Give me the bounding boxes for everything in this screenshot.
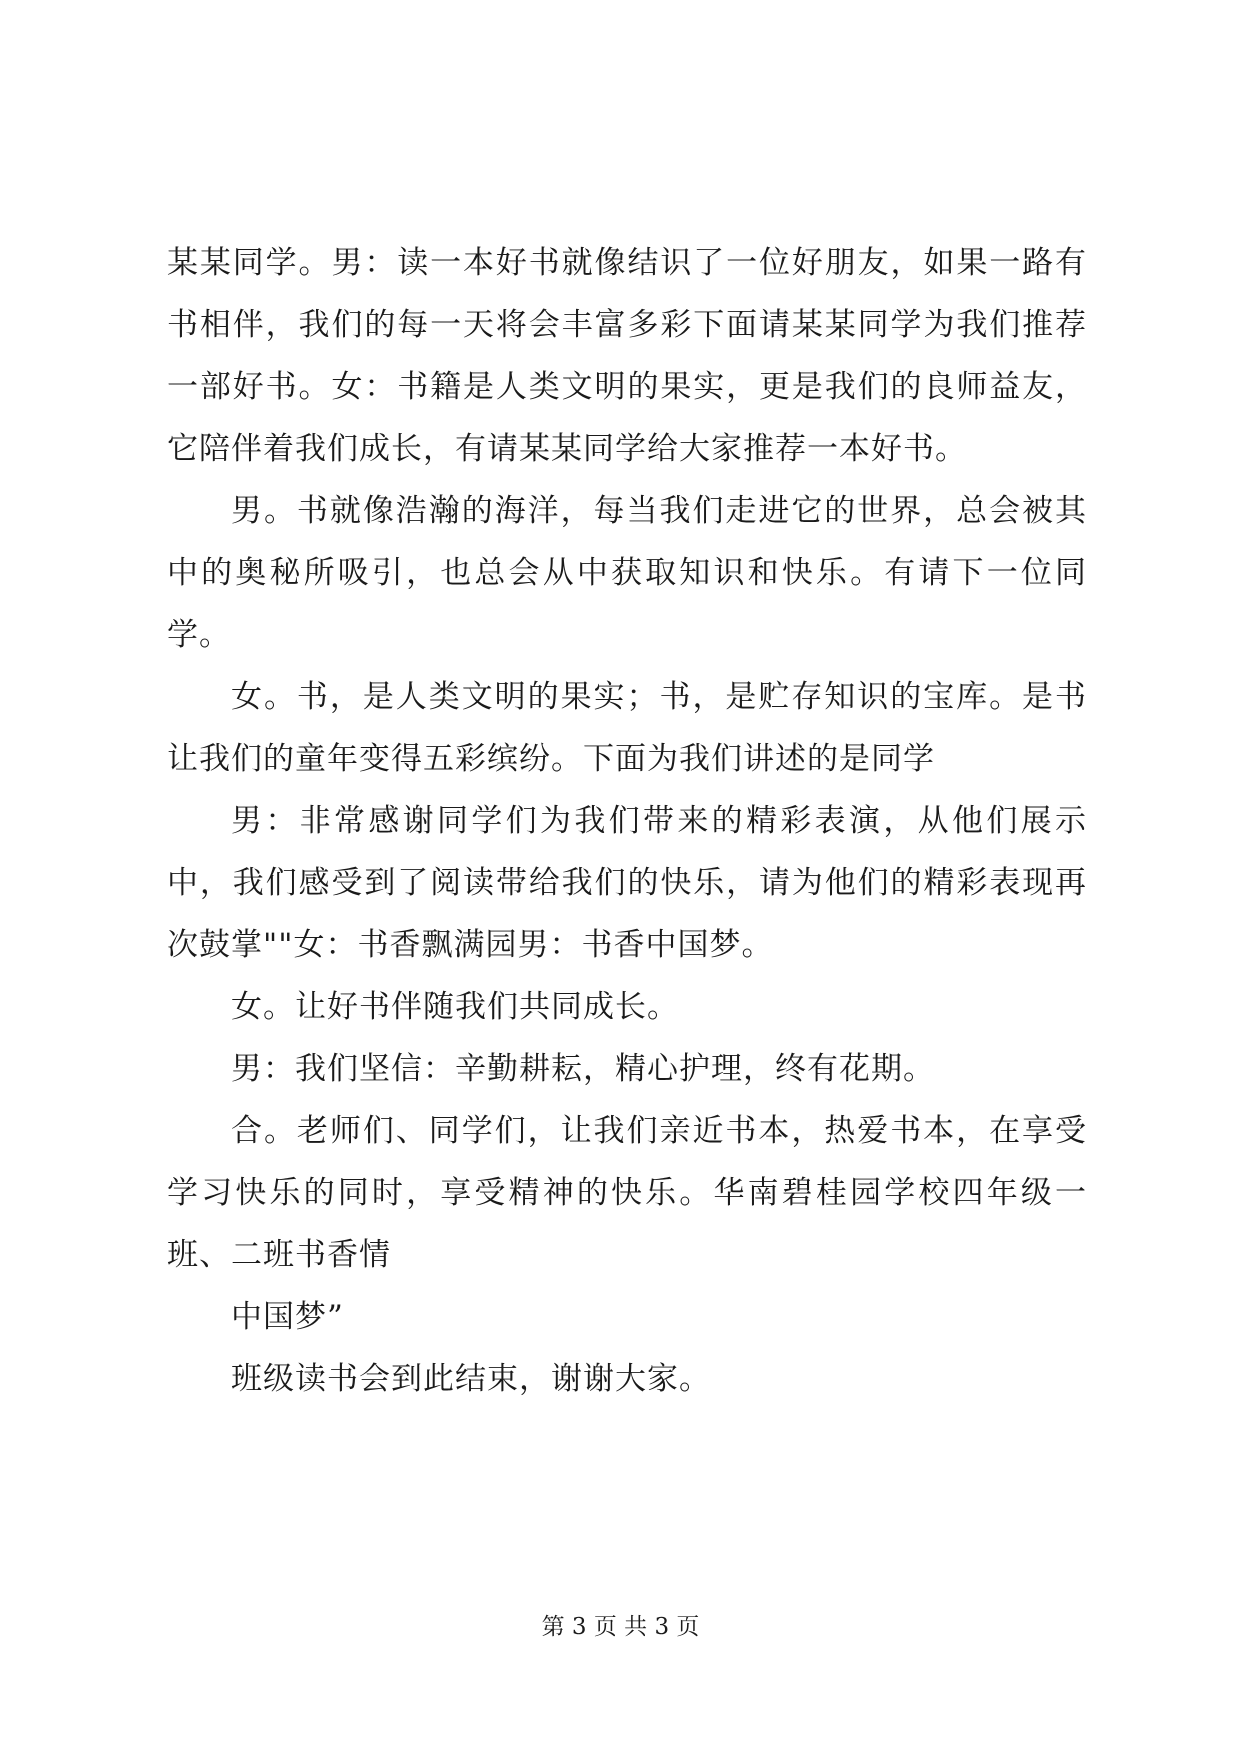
paragraph-3: 女。书，是人类文明的果实；书，是贮存知识的宝库。是书让我们的童年变得五彩缤纷。下面为我们讲述的是同学	[167, 679, 1087, 777]
paragraph-5: 女。让好书伴随我们共同成长。	[231, 989, 679, 1025]
document-body	[167, 232, 1087, 1410]
paragraph-7: 合。老师们、同学们，让我们亲近书本，热爱书本，在享受学习快乐的同时，享受精神的快乐。华南碧桂园学校四年级一班、二班书香情	[167, 1113, 1087, 1273]
paragraph-4: 男：非常感谢同学们为我们带来的精彩表演，从他们展示中，我们感受到了阅读带给我们的快乐，请为他们的精彩表现再次鼓掌""女：书香飘满园男：书香中国梦。	[167, 803, 1087, 963]
paragraph-9: 班级读书会到此结束，谢谢大家。	[231, 1361, 711, 1397]
paragraph-2: 男。书就像浩瀚的海洋，每当我们走进它的世界，总会被其中的奥秘所吸引，也总会从中获取知识和快乐。有请下一位同学。	[167, 493, 1087, 653]
paragraph-6: 男：我们坚信：辛勤耕耘，精心护理，终有花期。	[231, 1051, 935, 1087]
paragraph-1: 某某同学。男：读一本好书就像结识了一位好朋友，如果一路有书相伴，我们的每一天将会丰富多彩下面请某某同学为我们推荐一部好书。女：书籍是人类文明的果实，更是我们的良师益友，它陪伴着我们成长，有请某某同学给大家推荐一本好书。	[167, 245, 1087, 467]
paragraph-8: 中国梦”	[231, 1299, 344, 1335]
page-number-footer: 第 3 页 共 3 页	[541, 1614, 700, 1640]
